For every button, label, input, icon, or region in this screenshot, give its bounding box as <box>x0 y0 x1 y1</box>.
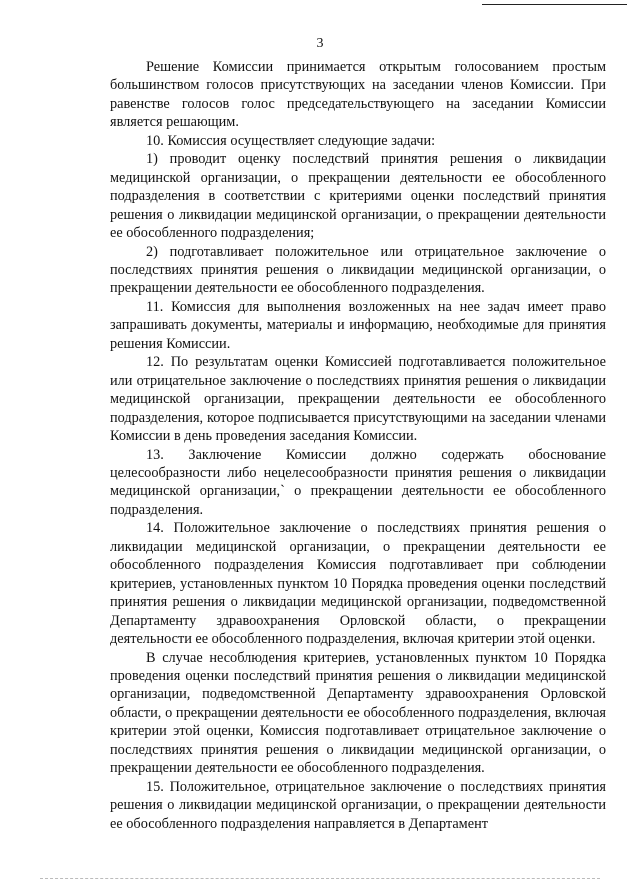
page-number: 3 <box>316 36 324 51</box>
paragraph-14-negative-case: В случае несоблюдения критериев, установленных пунктом 10 Порядка проведения оценки последствий принятия решения о ликвидации медицинской организации, подведомственной Департаменту здравоохранения Орловской области, о прекращении деятельности ее обособленного подразделения, включая критерии этой оценки, Комиссия подготавливает отрицательное заключение о последствиях принятия решения о ликвидации медицинской организации, о прекращении деятельности ее обособленного подразделения. <box>110 649 606 777</box>
paragraph-voting-rules: Решение Комиссии принимается открытым голосованием простым большинством голосов присутствующих на заседании членов Комиссии. При равенстве голосов голос председательствующего на заседании Комиссии является решающим. <box>110 59 606 131</box>
paragraph-10-tasks: 10. Комиссия осуществляет следующие задачи: <box>146 132 436 149</box>
document-body <box>110 58 606 833</box>
top-rule <box>482 4 627 5</box>
bottom-scan-line <box>40 878 600 879</box>
paragraph-10-item-1: 1) проводит оценку последствий принятия решения о ликвидации медицинской организации, о прекращении деятельности ее обособленного подразделения в соответствии с критериями оценки последствий принятия решения о ликвидации медицинской организации, о прекращении деятельности ее обособленного подразделения; <box>110 151 606 242</box>
paragraph-11: 11. Комиссия для выполнения возложенных на нее задач имеет право запрашивать документы, материалы и информацию, необходимые для принятия решения Комиссии. <box>110 298 606 352</box>
paragraph-12: 12. По результатам оценки Комиссией подготавливается положительное или отрицательное заключение о последствиях принятия решения о ликвидации медицинской организации, прекращении деятельности ее обособленного подразделения, которое подписывается присутствующими на заседании членами Комиссии в день проведения заседания Комиссии. <box>110 354 606 445</box>
paragraph-14: 14. Положительное заключение о последствиях принятия решения о ликвидации медицинской организации, о прекращении деятельности ее обособленного подразделения Комиссия подготавливает при соблюдении критериев, установленных пунктом 10 Порядка проведения оценки последствий принятия решения о ликвидации медицинской организации, подведомственной Департаменту здравоохранения Орловской области, о прекращении деятельности ее обособленного подразделения, включая критерии этой оценки. <box>110 520 606 648</box>
paragraph-13: 13. Заключение Комиссии должно содержать обоснование целесообразности либо нецелесообразности принятия решения о ликвидации медицинской организации,` о прекращении деятельности ее обособленного подразделения. <box>110 446 606 518</box>
paragraph-10-item-2: 2) подготавливает положительное или отрицательное заключение о последствиях принятия решения о ликвидации медицинской организации, о прекращении деятельности ее обособленного подразделения. <box>110 243 606 297</box>
paragraph-15: 15. Положительное, отрицательное заключение о последствиях принятия решения о ликвидации медицинской организации, о прекращении деятельности ее обособленного подразделения направляется в Департамент <box>110 778 606 832</box>
